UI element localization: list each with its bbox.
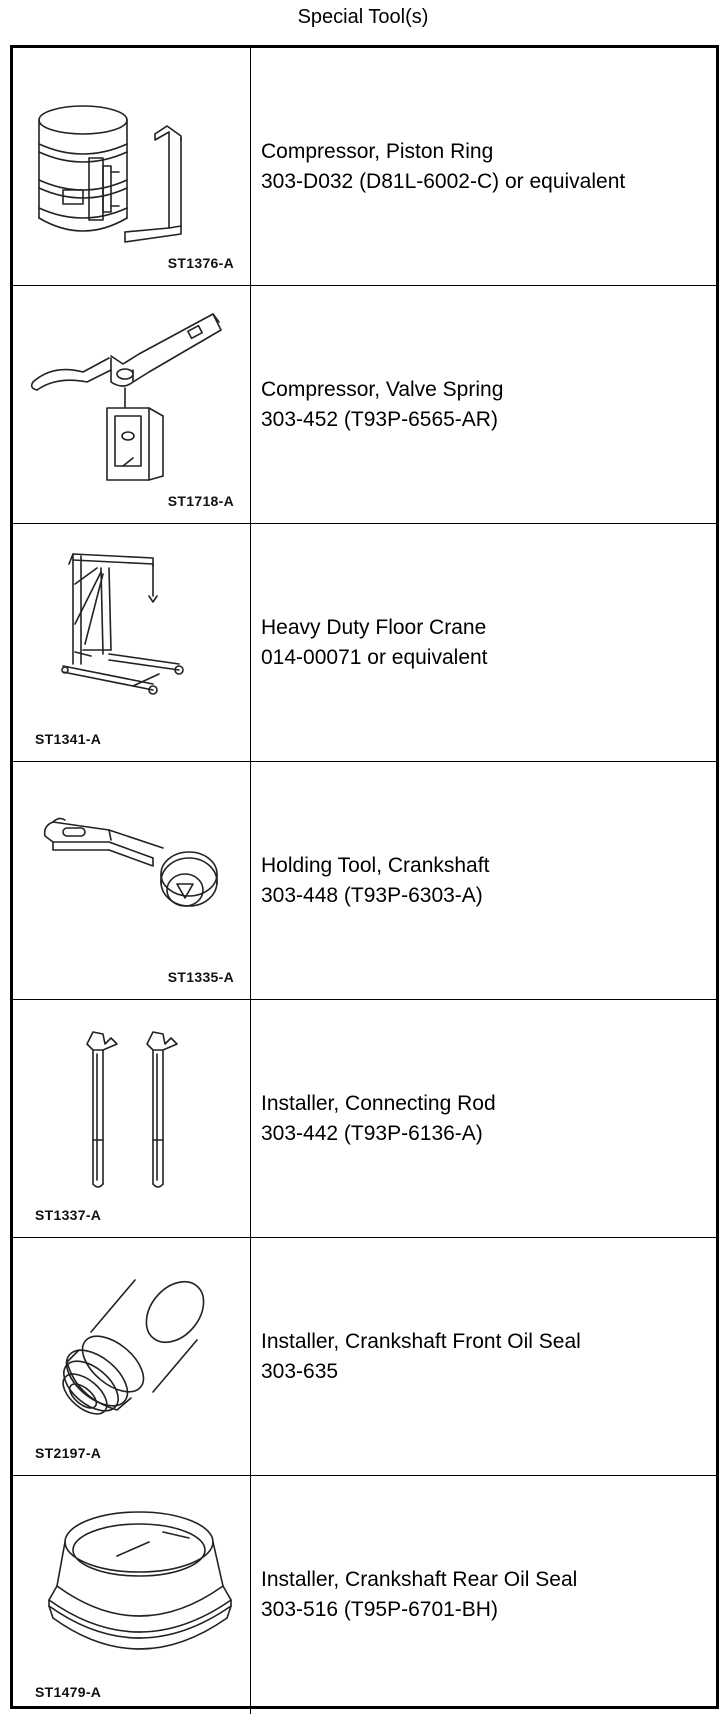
tool-image-cell: [13, 1238, 251, 1475]
tool-name: Installer, Connecting Rod: [261, 1091, 496, 1115]
table-row: [13, 1238, 716, 1476]
tool-description: [261, 524, 711, 761]
tool-image-cell: [13, 286, 251, 523]
tool-part-number: 014-00071 or equivalent: [261, 645, 488, 669]
tool-part-number: 303-442 (T93P-6136-A): [261, 1121, 483, 1145]
floor-crane-icon: [13, 524, 251, 762]
tool-image-cell: [13, 1000, 251, 1237]
tool-part-number: 303-452 (T93P-6565-AR): [261, 407, 498, 431]
tool-image-cell: [13, 1476, 251, 1714]
connecting-rod-installer-icon: [13, 1000, 251, 1238]
valve-spring-compressor-icon: [13, 286, 251, 524]
tool-code: ST1341-A: [35, 731, 102, 747]
tool-code: ST1335-A: [167, 969, 234, 985]
tool-image-cell: [13, 524, 251, 761]
tool-code: ST1376-A: [167, 255, 234, 271]
table-row: [13, 1476, 716, 1714]
tool-code: ST1479-A: [35, 1684, 102, 1700]
table-row: [13, 48, 716, 286]
tool-description: [261, 48, 711, 285]
tool-description: [261, 762, 711, 999]
table-row: [13, 762, 716, 1000]
tool-part-number: 303-635: [261, 1359, 339, 1383]
table-row: [13, 1000, 716, 1238]
tool-part-number: 303-448 (T93P-6303-A): [261, 883, 483, 907]
tool-name: Compressor, Piston Ring: [261, 139, 494, 163]
tool-code: ST1718-A: [167, 493, 234, 509]
crankshaft-holding-tool-icon: [13, 762, 251, 1000]
tool-image-cell: [13, 762, 251, 999]
tool-code: ST1337-A: [35, 1207, 102, 1223]
tool-name: Installer, Crankshaft Front Oil Seal: [261, 1329, 581, 1353]
tool-image-cell: [13, 48, 251, 285]
tool-description: [261, 1000, 711, 1237]
special-tools-table: [10, 45, 719, 1709]
tool-description: [261, 1476, 711, 1714]
table-row: [13, 524, 716, 762]
page-title: Special Tool(s): [297, 6, 429, 28]
front-oil-seal-installer-icon: [13, 1238, 251, 1476]
tool-name: Holding Tool, Crankshaft: [261, 853, 490, 877]
tool-part-number: 303-516 (T95P-6701-BH): [261, 1598, 498, 1621]
tool-name: Compressor, Valve Spring: [261, 377, 504, 401]
tool-description: [261, 286, 711, 523]
tool-name: Heavy Duty Floor Crane: [261, 615, 487, 639]
tool-description: [261, 1238, 711, 1475]
rear-oil-seal-installer-icon: [13, 1476, 251, 1714]
tool-code: ST2197-A: [35, 1445, 102, 1461]
tool-name: Installer, Crankshaft Rear Oil Seal: [261, 1568, 578, 1591]
piston-ring-compressor-icon: [13, 48, 251, 286]
tool-part-number: 303-D032 (D81L-6002-C) or equivalent: [261, 169, 626, 193]
table-row: [13, 286, 716, 524]
